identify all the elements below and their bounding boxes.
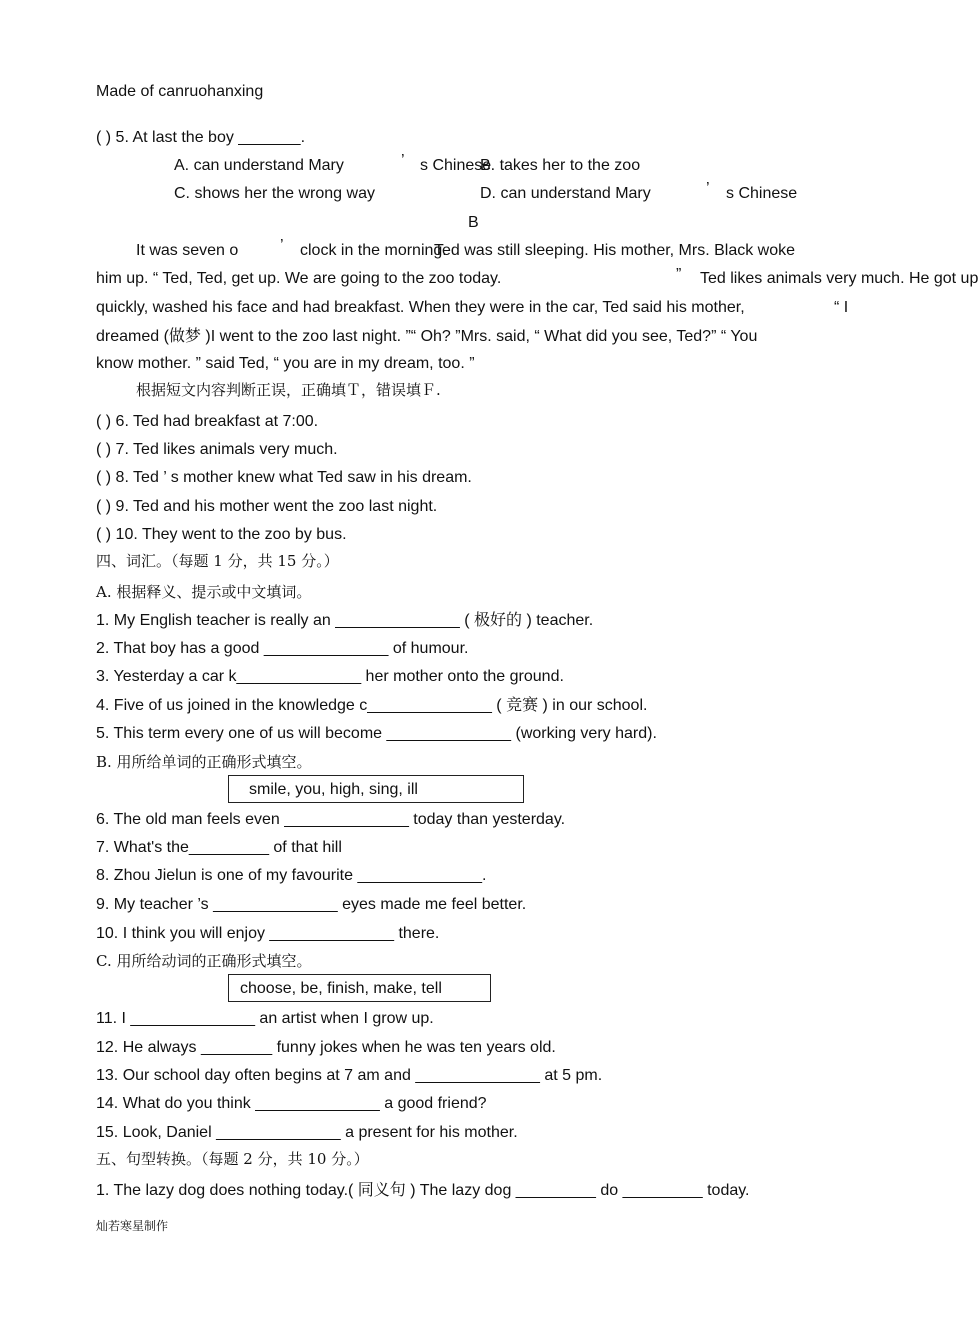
passage-line-1a: It was seven o: [136, 242, 239, 259]
section4-b-title: B. 用所给单词的正确形式填空。: [96, 753, 312, 771]
page-header: Made of canruohanxing: [96, 83, 264, 100]
tf-item: ( ) 9. Ted and his mother went the zoo last night.: [96, 498, 438, 515]
passage-line-2-quote: ”: [676, 266, 682, 283]
q5-option-a-apostrophe: ’: [401, 152, 405, 169]
vocab-item: 5. This term every one of us will become ______________ (working very hard).: [96, 725, 657, 742]
tf-item: ( ) 6. Ted had breakfast at 7:00.: [96, 413, 319, 430]
passage-line-3b: “ I: [834, 299, 849, 316]
q5-option-b: B. takes her to the zoo: [480, 157, 641, 174]
vocab-item: 15. Look, Daniel ______________ a present for his mother.: [96, 1124, 518, 1141]
vocab-item: 14. What do you think ______________ a good friend?: [96, 1095, 487, 1112]
section4-title: 四、词汇。（每题 1 分，共 15 分。）: [96, 552, 339, 570]
passage-line-2a: him up. “ Ted, Ted, get up. We are going to the zoo today.: [96, 270, 502, 287]
q5-option-c: C. shows her the wrong way: [174, 185, 375, 202]
passage-line-4: dreamed (做梦 )I went to the zoo last night. ”“ Oh? ”Mrs. said, “ What did you see, Ted?” “ You: [96, 328, 758, 345]
vocab-item: 12. He always ________ funny jokes when he was ten years old.: [96, 1039, 556, 1056]
tf-item: ( ) 8. Ted ’ s mother knew what Ted saw in his dream.: [96, 469, 472, 486]
passage-label: B: [468, 214, 479, 231]
vocab-item: 6. The old man feels even ______________ today than yesterday.: [96, 811, 566, 828]
vocab-item: 11. I ______________ an artist when I grow up.: [96, 1010, 434, 1027]
vocab-item: 9. My teacher ’s ______________ eyes made me feel better.: [96, 896, 527, 913]
page-footer: 灿若寒星制作: [96, 1219, 169, 1233]
passage-line-1d: Ted was still sleeping. His mother, Mrs. Black woke: [434, 242, 796, 259]
section5-title: 五、句型转换。（每题 2 分，共 10 分。）: [96, 1150, 369, 1168]
q5-option-d: D. can understand Mary: [480, 185, 651, 202]
q5-option-a: A. can understand Mary: [174, 157, 344, 174]
vocab-item: 7. What's the_________ of that hill: [96, 839, 342, 856]
q5-option-a-tail: s Chinese: [420, 157, 492, 174]
section4-c-title: C. 用所给动词的正确形式填空。: [96, 952, 312, 970]
verb-bank-text: choose, be, finish, make, tell: [240, 980, 442, 997]
transform-item: 1. The lazy dog does nothing today.( 同义句 ) The lazy dog _________ do _________ today.: [96, 1182, 750, 1199]
q5-stem: ( ) 5. At last the boy _______.: [96, 129, 306, 146]
vocab-item: 4. Five of us joined in the knowledge c______________ ( 竞赛 ) in our school.: [96, 697, 648, 714]
vocab-item: 3. Yesterday a car k______________ her mother onto the ground.: [96, 668, 564, 685]
word-bank-box: [228, 775, 524, 803]
passage-line-1c: clock in the morning.: [300, 242, 447, 259]
section4-a-title: A. 根据释义、提示或中文填词。: [96, 583, 312, 601]
vocab-item: 1. My English teacher is really an ______________ ( 极好的 ) teacher.: [96, 612, 594, 629]
tf-item: ( ) 10. They went to the zoo by bus.: [96, 526, 347, 543]
vocab-item: 13. Our school day often begins at 7 am and ______________ at 5 pm.: [96, 1067, 603, 1084]
tf-instruction: 根据短文内容判断正误，正确填Ｔ，错误填Ｆ.: [136, 381, 441, 399]
passage-line-5: know mother. ” said Ted, “ you are in my dream, too. ”: [96, 355, 475, 372]
vocab-item: 8. Zhou Jielun is one of my favourite ______________.: [96, 867, 487, 884]
verb-bank-box: [228, 974, 491, 1002]
tf-item: ( ) 7. Ted likes animals very much.: [96, 441, 338, 458]
q5-option-d-apostrophe: ’: [706, 180, 710, 197]
vocab-item: 10. I think you will enjoy ______________ there.: [96, 925, 440, 942]
passage-line-2c: Ted likes animals very much. He got up: [700, 270, 978, 287]
word-bank-text: smile, you, high, sing, ill: [249, 781, 418, 798]
vocab-item: 2. That boy has a good ______________ of humour.: [96, 640, 469, 657]
q5-option-d-tail: s Chinese: [726, 185, 798, 202]
passage-line-1-apostrophe: ’: [280, 237, 284, 254]
passage-line-3a: quickly, washed his face and had breakfast. When they were in the car, Ted said his mother,: [96, 299, 745, 316]
